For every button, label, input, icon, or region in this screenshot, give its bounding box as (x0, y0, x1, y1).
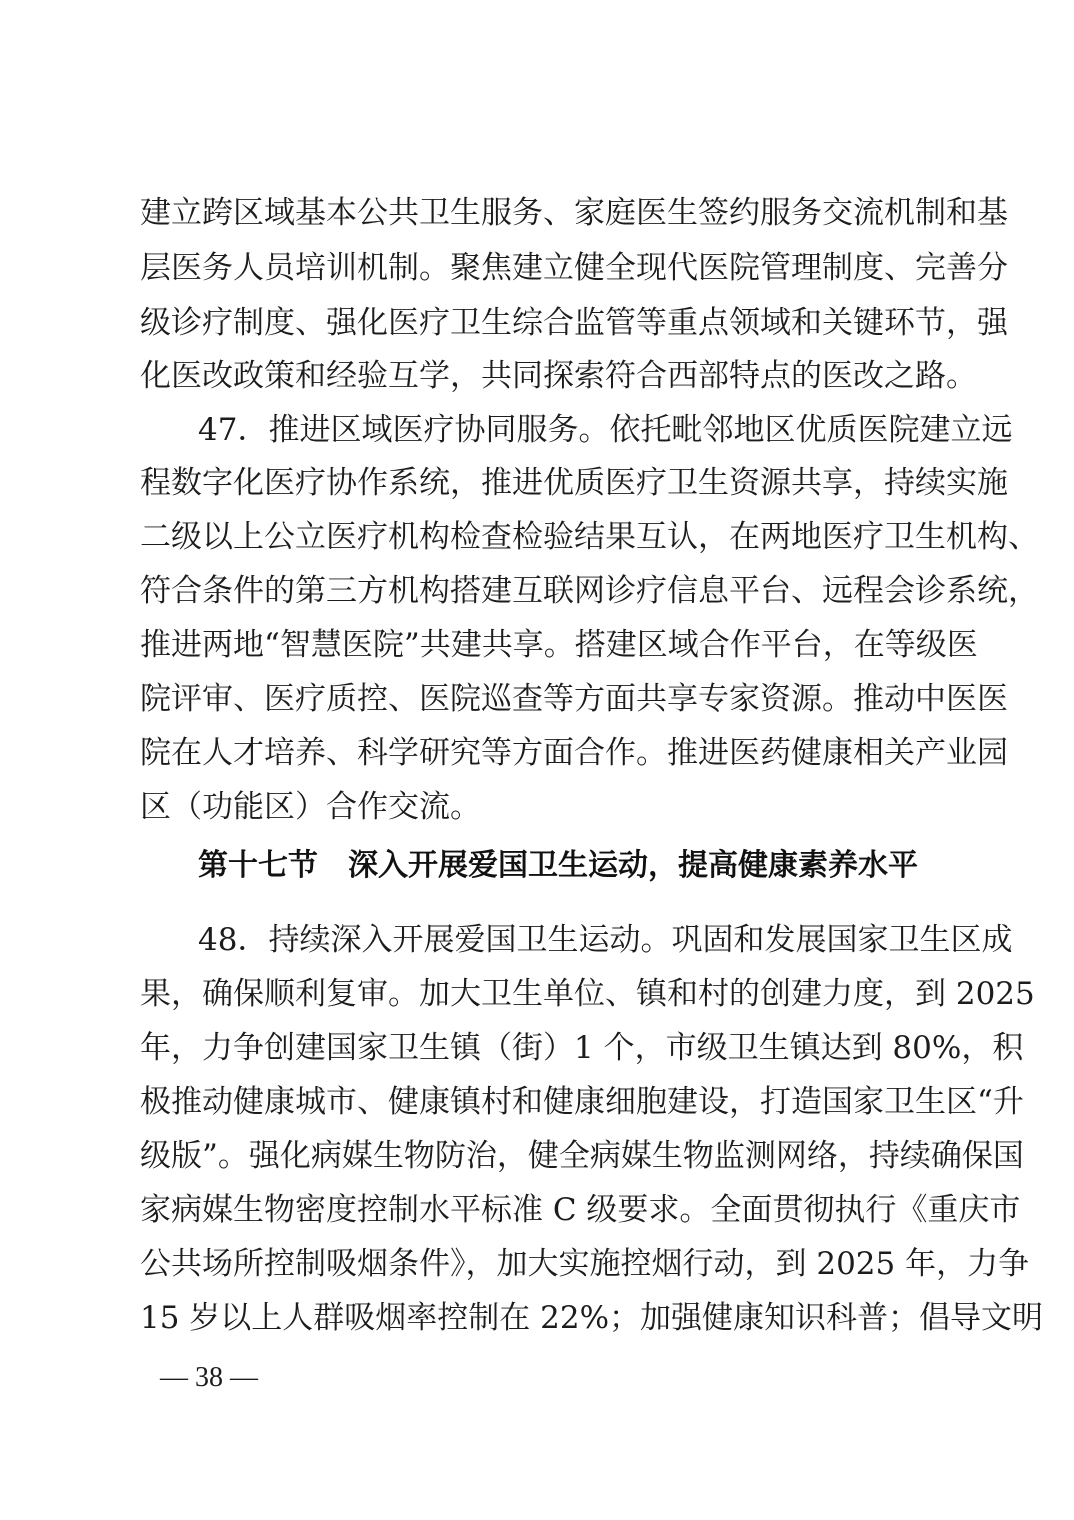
text-line: 化医改政策和经验互学，共同探索符合西部特点的医改之路。 (140, 358, 977, 394)
text-line: 级版”。强化病媒生物防治，健全病媒生物监测网络，持续确保国 (140, 1138, 1024, 1174)
text-line: 区（功能区）合作交流。 (140, 789, 481, 825)
text-line: 推进两地“智慧医院”共建共享。搭建区域合作平台，在等级医 (140, 627, 978, 663)
text-line: 果，确保顺利复审。加大卫生单位、镇和村的创建力度，到 2025 (140, 976, 1035, 1012)
page-number: — 38 — (160, 1362, 258, 1393)
text-line: 符合条件的第三方机构搭建互联网诊疗信息平台、远程会诊系统， (140, 573, 1039, 609)
text-line: 院在人才培养、科学研究等方面合作。推进医药健康相关产业园 (140, 735, 1008, 771)
text-line: 级诊疗制度、强化医疗卫生综合监管等重点领域和关键环节，强 (140, 305, 1008, 341)
text-line: 年，力争创建国家卫生镇（街）1 个，市级卫生镇达到 80%，积 (140, 1030, 1024, 1066)
text-line: 公共场所控制吸烟条件》，加大实施控烟行动，到 2025 年，力争 (140, 1246, 1030, 1282)
text-line: 院评审、医疗质控、医院巡查等方面共享专家资源。推动中医医 (140, 681, 1008, 717)
text-line: 程数字化医疗协作系统，推进优质医疗卫生资源共享，持续实施 (140, 465, 1008, 501)
section-heading: 第十七节 深入开展爱国卫生运动，提高健康素养水平 (198, 848, 918, 883)
text-line: 建立跨区域基本公共卫生服务、家庭医生签约服务交流机制和基 (140, 195, 1008, 231)
paragraph-48-first-line: 48．持续深入开展爱国卫生运动。巩固和发展国家卫生区成 (198, 922, 1013, 958)
text-line: 层医务人员培训机制。聚焦建立健全现代医院管理制度、完善分 (140, 250, 1008, 286)
paragraph-47-first-line: 47．推进区域医疗协同服务。依托毗邻地区优质医院建立远 (198, 412, 1013, 448)
text-line: 家病媒生物密度控制水平标准 C 级要求。全面贯彻执行《重庆市 (140, 1192, 1021, 1228)
text-line: 15 岁以上人群吸烟率控制在 22%；加强健康知识科普；倡导文明 (140, 1300, 1044, 1336)
text-line: 二级以上公立医疗机构检查检验结果互认，在两地医疗卫生机构、 (140, 519, 1039, 555)
text-line: 极推动健康城市、健康镇村和健康细胞建设，打造国家卫生区“升 (140, 1084, 1024, 1120)
